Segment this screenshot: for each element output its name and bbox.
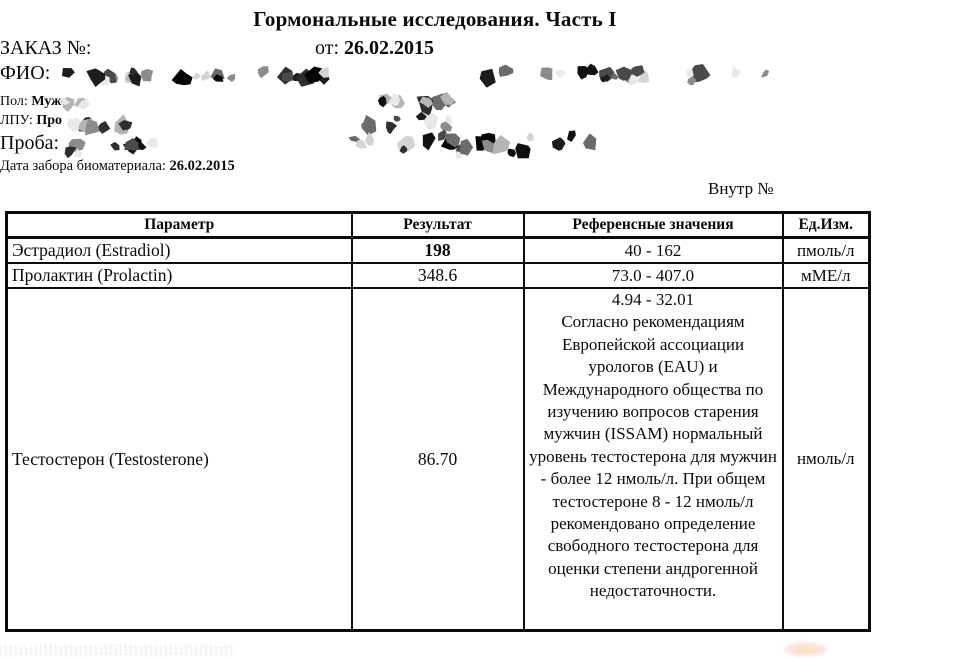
redaction-blob: [169, 65, 198, 91]
sex-label: Пол:: [0, 94, 28, 109]
redaction-blob: [254, 61, 273, 81]
redaction-blob: [416, 129, 439, 154]
redaction-blob: [496, 63, 515, 80]
reference-cell: 73.0 - 407.0: [524, 263, 783, 288]
results-table: [5, 211, 871, 632]
redaction-blob: [109, 140, 122, 154]
redaction-blob: [143, 133, 161, 151]
scan-stain: [783, 642, 829, 657]
column-header-parameter: Параметр: [7, 213, 352, 238]
collection-date-line: [0, 158, 235, 175]
internal-number-label: Внутр №: [708, 179, 774, 198]
redaction-blob: [579, 132, 601, 153]
redaction-blob: [392, 113, 402, 124]
unit-cell: нмоль/л: [783, 288, 870, 631]
sex-line: [0, 94, 61, 110]
collection-date-value: 26.02.2015: [169, 158, 235, 174]
reference-cell: 40 - 162: [524, 238, 783, 264]
column-header-units: Ед.Изм.: [783, 213, 870, 238]
redaction-blob: [56, 62, 78, 83]
unit-cell: мМЕ/л: [783, 263, 870, 288]
redaction-blob: [553, 67, 567, 79]
redaction-blob: [395, 131, 418, 158]
clinic-value: Про: [36, 113, 63, 128]
table-row: [7, 263, 870, 288]
order-date-value: 26.02.2015: [344, 37, 435, 59]
sex-value: Муж: [31, 94, 62, 109]
redaction-blob: [564, 127, 579, 144]
reference-note: Согласно рекомендациям Европейской ассоциации урологов (EAU) и Международного общества по изучению вопросов старения мужчин (ISSAM) нормальный уровень тестостерона для мужчин - более 12 нмоль/л. При общем тестостероне 8 - 12 нмоль/л рекомендовано определение свободного тестостерона для оценки степени андрогенной недостаточности.: [529, 312, 777, 601]
unit-cell: пмоль/л: [783, 238, 870, 264]
order-number-label: ЗАКАЗ №:: [0, 37, 92, 59]
parameter-cell: Эстрадиол (Estradiol): [7, 238, 352, 264]
sample-label: Проба:: [0, 132, 60, 154]
reference-range: 4.94 - 32.01: [611, 290, 695, 309]
redaction-blob: [536, 62, 557, 86]
redaction-blob: [471, 60, 503, 94]
column-header-result: Результат: [352, 213, 524, 238]
scan-noise-artifact: [0, 645, 235, 656]
result-cell: 86.70: [352, 288, 524, 631]
reference-cell: [524, 288, 783, 631]
redaction-blob: [225, 70, 240, 85]
redaction-blob: [729, 65, 742, 80]
table-row: [7, 288, 870, 631]
clinic-line: [0, 113, 62, 129]
parameter-cell: Тестостерон (Testosterone): [7, 288, 352, 631]
patient-name-label: ФИО:: [0, 62, 51, 84]
order-date-line: [315, 37, 434, 60]
result-cell: 198: [352, 238, 524, 264]
redaction-blob: [758, 67, 771, 80]
collection-date-label: Дата забора биоматериала:: [0, 158, 166, 174]
table-row: [7, 238, 870, 264]
redaction-blob: [523, 130, 537, 144]
parameter-cell: Пролактин (Prolactin): [7, 263, 352, 288]
table-header-row: [7, 213, 870, 238]
order-date-prefix: от:: [315, 37, 340, 59]
clinic-label: ЛПУ:: [0, 113, 33, 128]
column-header-reference: Референсные значения: [524, 213, 783, 238]
result-cell: 348.6: [352, 263, 524, 288]
report-title: Гормональные исследования. Часть I: [253, 7, 617, 31]
